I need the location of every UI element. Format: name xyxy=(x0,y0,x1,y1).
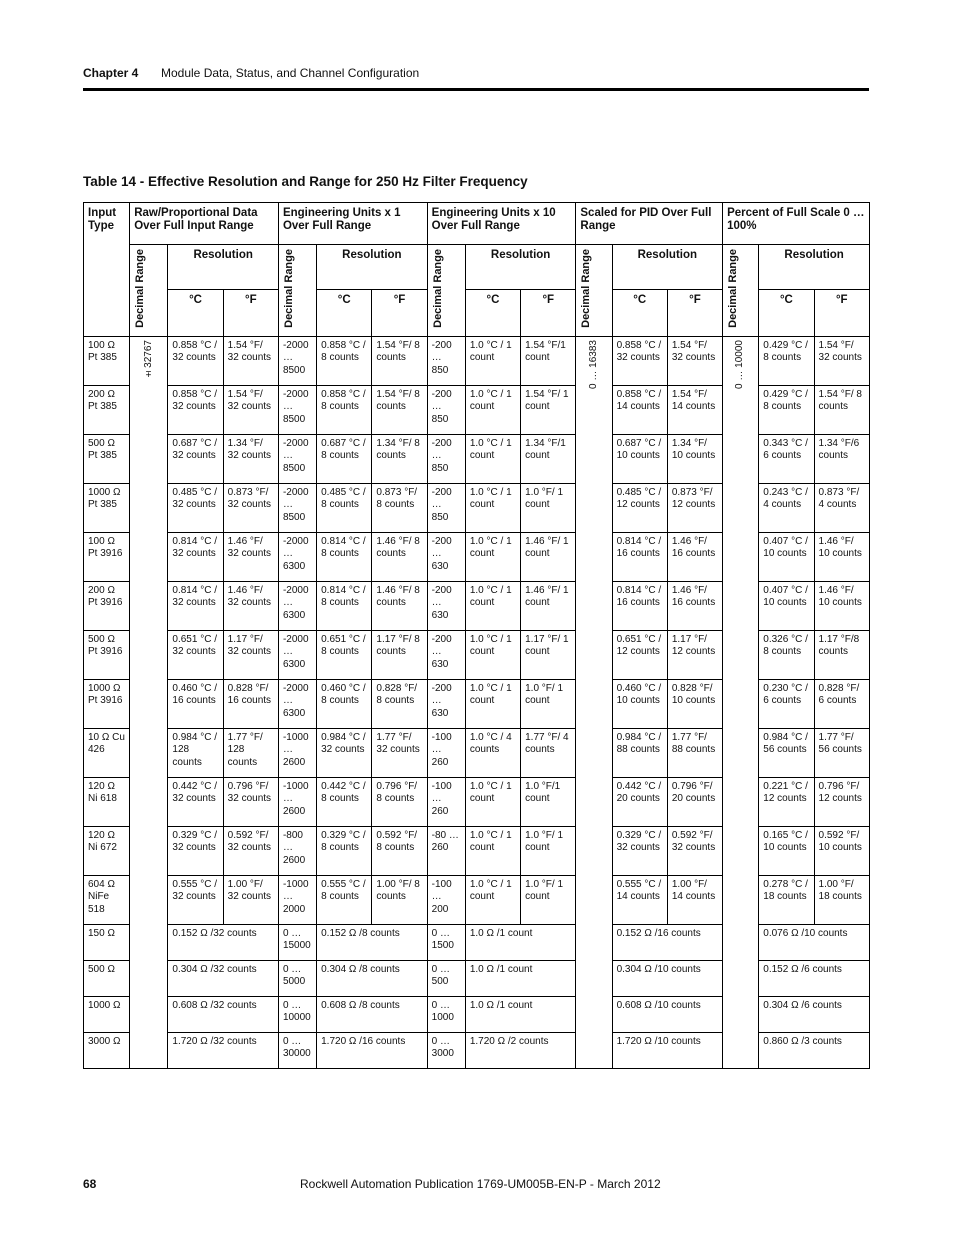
eng1-res-c: 0.555 °C / 8 counts xyxy=(317,875,372,924)
resolution-table xyxy=(83,202,870,1069)
eng1-res-f: 1.54 °F/ 8 counts xyxy=(372,385,427,434)
eng1-res: 0.608 Ω /8 counts xyxy=(317,996,428,1032)
eng1-res-c: 0.984 °C / 32 counts xyxy=(317,728,372,777)
pid-res-c: 0.858 °C / 32 counts xyxy=(612,336,667,385)
input-type-cell: 120 Ω Ni 672 xyxy=(84,826,130,875)
eng10-res-f: 1.54 °F/1 count xyxy=(521,336,576,385)
eng10-decimal-range: -100 … 260 xyxy=(427,777,465,826)
input-type-cell: 200 Ω Pt 385 xyxy=(84,385,130,434)
eng1-decimal-range: -2000 … 8500 xyxy=(278,385,316,434)
eng1-decimal-range: -1000 … 2000 xyxy=(278,875,316,924)
eng10-res-c: 1.0 °C / 1 count xyxy=(465,679,520,728)
eng10-decimal-range: 0 … 3000 xyxy=(427,1032,465,1068)
eng1-decimal-range: -2000 … 6300 xyxy=(278,630,316,679)
raw-decimal-range: ±32767 xyxy=(130,336,168,1068)
eng1-decimal-range: -800 … 2600 xyxy=(278,826,316,875)
raw-res-c: 0.687 °C / 32 counts xyxy=(168,434,223,483)
eng1-decimal-range: -2000 … 8500 xyxy=(278,483,316,532)
eng10-decimal-range: -80 … 260 xyxy=(427,826,465,875)
input-type-cell: 100 Ω Pt 3916 xyxy=(84,532,130,581)
header-pct: Percent of Full Scale 0 … 100% xyxy=(723,203,870,245)
input-type-cell: 120 Ω Ni 618 xyxy=(84,777,130,826)
pct-res-c: 0.429 °C / 8 counts xyxy=(759,385,814,434)
eng10-res-c: 1.0 °C / 1 count xyxy=(465,777,520,826)
eng1-decimal-range: -1000 … 2600 xyxy=(278,777,316,826)
header-deg-f: °F xyxy=(667,290,722,337)
header-deg-c: °C xyxy=(612,290,667,337)
pct-res: 0.076 Ω /10 counts xyxy=(759,924,870,960)
eng10-decimal-range: 0 … 1000 xyxy=(427,996,465,1032)
eng1-res-c: 0.442 °C / 8 counts xyxy=(317,777,372,826)
raw-res: 0.304 Ω /32 counts xyxy=(168,960,279,996)
header-pid: Scaled for PID Over Full Range xyxy=(576,203,723,245)
eng10-res-f: 1.0 °F/ 1 count xyxy=(521,483,576,532)
header-resolution: Resolution xyxy=(759,245,870,290)
header-deg-c: °C xyxy=(465,290,520,337)
eng10-decimal-range: -200 … 850 xyxy=(427,434,465,483)
eng10-res-f: 1.34 °F/1 count xyxy=(521,434,576,483)
pid-res: 0.608 Ω /10 counts xyxy=(612,996,723,1032)
eng10-decimal-range: -200 … 850 xyxy=(427,385,465,434)
pct-res-c: 0.278 °C / 18 counts xyxy=(759,875,814,924)
pid-res-c: 0.814 °C / 16 counts xyxy=(612,581,667,630)
eng10-res: 1.720 Ω /2 counts xyxy=(465,1032,576,1068)
eng1-decimal-range: -1000 … 2600 xyxy=(278,728,316,777)
raw-res-f: 1.34 °F/ 32 counts xyxy=(223,434,278,483)
eng1-res-c: 0.814 °C / 8 counts xyxy=(317,532,372,581)
header-eng10: Engineering Units x 10 Over Full Range xyxy=(427,203,576,245)
pid-res-c: 0.442 °C / 20 counts xyxy=(612,777,667,826)
eng10-decimal-range: -200 … 630 xyxy=(427,581,465,630)
raw-res-c: 0.651 °C / 32 counts xyxy=(168,630,223,679)
pid-res-c: 0.984 °C / 88 counts xyxy=(612,728,667,777)
header-decimal-range: Decimal Range xyxy=(278,245,316,337)
eng10-res-f: 1.54 °F/ 1 count xyxy=(521,385,576,434)
eng10-decimal-range: -200 … 630 xyxy=(427,679,465,728)
input-type-cell: 500 Ω Pt 3916 xyxy=(84,630,130,679)
raw-res: 0.608 Ω /32 counts xyxy=(168,996,279,1032)
pct-res-f: 1.46 °F/ 10 counts xyxy=(814,581,869,630)
eng10-res-c: 1.0 °C / 1 count xyxy=(465,434,520,483)
input-type-cell: 500 Ω xyxy=(84,960,130,996)
pct-res-f: 1.54 °F/ 8 counts xyxy=(814,385,869,434)
chapter-label: Chapter 4 xyxy=(83,66,139,80)
chapter-title: Module Data, Status, and Channel Configuration xyxy=(161,66,420,80)
input-type-cell: 500 Ω Pt 385 xyxy=(84,434,130,483)
eng10-res-f: 1.0 °F/ 1 count xyxy=(521,679,576,728)
input-type-cell: 1000 Ω Pt 385 xyxy=(84,483,130,532)
eng1-res-c: 0.814 °C / 8 counts xyxy=(317,581,372,630)
pid-res-f: 0.796 °F/ 20 counts xyxy=(667,777,722,826)
pid-res-f: 1.54 °F/ 14 counts xyxy=(667,385,722,434)
header-resolution: Resolution xyxy=(612,245,723,290)
header-decimal-range: Decimal Range xyxy=(576,245,612,337)
raw-res-c: 0.555 °C / 32 counts xyxy=(168,875,223,924)
eng10-res: 1.0 Ω /1 count xyxy=(465,996,576,1032)
eng10-res-f: 1.17 °F/ 1 count xyxy=(521,630,576,679)
header-eng1: Engineering Units x 1 Over Full Range xyxy=(278,203,427,245)
header-input-type: Input Type xyxy=(84,203,130,337)
eng10-decimal-range: 0 … 500 xyxy=(427,960,465,996)
pid-res-f: 1.46 °F/ 16 counts xyxy=(667,581,722,630)
pid-res-f: 0.592 °F/ 32 counts xyxy=(667,826,722,875)
pid-res-f: 1.34 °F/ 10 counts xyxy=(667,434,722,483)
page-number: 68 xyxy=(83,1177,97,1191)
eng1-res-c: 0.485 °C / 8 counts xyxy=(317,483,372,532)
pct-res-c: 0.230 °C / 6 counts xyxy=(759,679,814,728)
pid-res-c: 0.814 °C / 16 counts xyxy=(612,532,667,581)
pid-decimal-range: 0 … 16383 xyxy=(576,336,612,1068)
eng10-decimal-range: -200 … 850 xyxy=(427,483,465,532)
pct-res-c: 0.243 °C / 4 counts xyxy=(759,483,814,532)
pid-res-c: 0.858 °C / 14 counts xyxy=(612,385,667,434)
input-type-cell: 200 Ω Pt 3916 xyxy=(84,581,130,630)
eng10-decimal-range: -200 … 630 xyxy=(427,532,465,581)
eng10-res: 1.0 Ω /1 count xyxy=(465,960,576,996)
eng1-decimal-range: 0 … 5000 xyxy=(278,960,316,996)
header-decimal-range: Decimal Range xyxy=(427,245,465,337)
pid-res: 0.152 Ω /16 counts xyxy=(612,924,723,960)
raw-res-f: 0.828 °F/ 16 counts xyxy=(223,679,278,728)
header-deg-f: °F xyxy=(521,290,576,337)
eng1-res-f: 0.796 °F/ 8 counts xyxy=(372,777,427,826)
eng1-res-c: 0.329 °C / 8 counts xyxy=(317,826,372,875)
eng1-res-f: 0.592 °F/ 8 counts xyxy=(372,826,427,875)
eng1-res-f: 1.34 °F/ 8 counts xyxy=(372,434,427,483)
eng1-decimal-range: -2000 … 6300 xyxy=(278,581,316,630)
eng1-decimal-range: -2000 … 6300 xyxy=(278,532,316,581)
pid-res-f: 1.17 °F/ 12 counts xyxy=(667,630,722,679)
header-deg-c: °C xyxy=(317,290,372,337)
eng10-res-f: 1.46 °F/ 1 count xyxy=(521,581,576,630)
raw-res-f: 1.17 °F/ 32 counts xyxy=(223,630,278,679)
pct-res-f: 1.46 °F/ 10 counts xyxy=(814,532,869,581)
pid-res: 0.304 Ω /10 counts xyxy=(612,960,723,996)
eng1-res-c: 0.858 °C / 8 counts xyxy=(317,385,372,434)
raw-res-c: 0.460 °C / 16 counts xyxy=(168,679,223,728)
eng10-res-c: 1.0 °C / 1 count xyxy=(465,483,520,532)
pid-res-c: 0.329 °C / 32 counts xyxy=(612,826,667,875)
raw-res-f: 1.46 °F/ 32 counts xyxy=(223,581,278,630)
pct-res-f: 0.592 °F/ 10 counts xyxy=(814,826,869,875)
header-rule xyxy=(83,88,869,91)
header-raw: Raw/Proportional Data Over Full Input Range xyxy=(130,203,279,245)
eng1-res-c: 0.460 °C / 8 counts xyxy=(317,679,372,728)
header-deg-f: °F xyxy=(372,290,427,337)
pid-res-f: 0.873 °F/ 12 counts xyxy=(667,483,722,532)
header-deg-f: °F xyxy=(814,290,869,337)
eng1-res: 1.720 Ω /16 counts xyxy=(317,1032,428,1068)
pct-res-f: 0.873 °F/ 4 counts xyxy=(814,483,869,532)
eng1-res-f: 0.828 °F/ 8 counts xyxy=(372,679,427,728)
input-type-cell: 10 Ω Cu 426 xyxy=(84,728,130,777)
pct-res-c: 0.429 °C / 8 counts xyxy=(759,336,814,385)
raw-res-c: 0.814 °C / 32 counts xyxy=(168,581,223,630)
eng10-res-f: 1.0 °F/ 1 count xyxy=(521,875,576,924)
raw-res-c: 0.984 °C / 128 counts xyxy=(168,728,223,777)
pct-res-c: 0.221 °C / 12 counts xyxy=(759,777,814,826)
input-type-cell: 604 Ω NiFe 518 xyxy=(84,875,130,924)
header-deg-c: °C xyxy=(759,290,814,337)
pct-res-f: 1.00 °F/ 18 counts xyxy=(814,875,869,924)
eng1-res-f: 1.17 °F/ 8 counts xyxy=(372,630,427,679)
raw-res-f: 1.77 °F/ 128 counts xyxy=(223,728,278,777)
eng10-res-c: 1.0 °C / 1 count xyxy=(465,581,520,630)
raw-res-f: 0.873 °F/ 32 counts xyxy=(223,483,278,532)
eng10-decimal-range: -200 … 850 xyxy=(427,336,465,385)
header-decimal-range: Decimal Range xyxy=(723,245,759,337)
eng10-res-f: 1.0 °F/1 count xyxy=(521,777,576,826)
table-caption: Table 14 - Effective Resolution and Range for 250 Hz Filter Frequency xyxy=(83,174,528,189)
eng10-decimal-range: 0 … 1500 xyxy=(427,924,465,960)
pct-res-c: 0.326 °C / 8 counts xyxy=(759,630,814,679)
eng1-res-f: 1.46 °F/ 8 counts xyxy=(372,581,427,630)
eng10-res-f: 1.46 °F/ 1 count xyxy=(521,532,576,581)
eng10-res-c: 1.0 °C / 1 count xyxy=(465,336,520,385)
eng10-res-f: 1.0 °F/ 1 count xyxy=(521,826,576,875)
pct-res: 0.152 Ω /6 counts xyxy=(759,960,870,996)
pct-res-f: 0.828 °F/ 6 counts xyxy=(814,679,869,728)
table-body xyxy=(84,336,870,1068)
raw-res-f: 1.54 °F/ 32 counts xyxy=(223,336,278,385)
raw-res-f: 0.592 °F/ 32 counts xyxy=(223,826,278,875)
raw-res-c: 0.814 °C / 32 counts xyxy=(168,532,223,581)
pct-res-c: 0.984 °C / 56 counts xyxy=(759,728,814,777)
eng1-res-c: 0.858 °C / 8 counts xyxy=(317,336,372,385)
eng10-res-f: 1.77 °F/ 4 counts xyxy=(521,728,576,777)
table-row xyxy=(84,336,870,385)
header-resolution: Resolution xyxy=(168,245,279,290)
eng1-decimal-range: 0 … 10000 xyxy=(278,996,316,1032)
pct-res: 0.860 Ω /3 counts xyxy=(759,1032,870,1068)
eng10-res-c: 1.0 °C / 1 count xyxy=(465,630,520,679)
pid-res: 1.720 Ω /10 counts xyxy=(612,1032,723,1068)
eng10-res-c: 1.0 °C / 1 count xyxy=(465,875,520,924)
pid-res-f: 1.46 °F/ 16 counts xyxy=(667,532,722,581)
input-type-cell: 1000 Ω xyxy=(84,996,130,1032)
eng10-decimal-range: -100 … 200 xyxy=(427,875,465,924)
pct-res-c: 0.343 °C / 6 counts xyxy=(759,434,814,483)
eng1-decimal-range: 0 … 30000 xyxy=(278,1032,316,1068)
eng1-res-f: 1.46 °F/ 8 counts xyxy=(372,532,427,581)
eng1-decimal-range: -2000 … 8500 xyxy=(278,434,316,483)
raw-res-c: 0.858 °C / 32 counts xyxy=(168,385,223,434)
pct-decimal-range: 0 … 10000 xyxy=(723,336,759,1068)
input-type-cell: 1000 Ω Pt 3916 xyxy=(84,679,130,728)
raw-res-c: 0.329 °C / 32 counts xyxy=(168,826,223,875)
pct-res-c: 0.407 °C / 10 counts xyxy=(759,532,814,581)
header-resolution: Resolution xyxy=(465,245,576,290)
pid-res-f: 1.54 °F/ 32 counts xyxy=(667,336,722,385)
eng1-res-f: 1.00 °F/ 8 counts xyxy=(372,875,427,924)
pct-res: 0.304 Ω /6 counts xyxy=(759,996,870,1032)
eng10-res-c: 1.0 °C / 1 count xyxy=(465,532,520,581)
eng10-res-c: 1.0 °C / 1 count xyxy=(465,385,520,434)
pid-res-c: 0.460 °C / 10 counts xyxy=(612,679,667,728)
pid-res-f: 1.00 °F/ 14 counts xyxy=(667,875,722,924)
pct-res-c: 0.407 °C / 10 counts xyxy=(759,581,814,630)
pid-res-f: 0.828 °F/ 10 counts xyxy=(667,679,722,728)
eng1-res-f: 1.54 °F/ 8 counts xyxy=(372,336,427,385)
input-type-cell: 150 Ω xyxy=(84,924,130,960)
eng10-decimal-range: -200 … 630 xyxy=(427,630,465,679)
eng1-res-f: 1.77 °F/ 32 counts xyxy=(372,728,427,777)
eng10-res-c: 1.0 °C / 4 counts xyxy=(465,728,520,777)
pid-res-f: 1.77 °F/ 88 counts xyxy=(667,728,722,777)
pct-res-f: 1.54 °F/ 32 counts xyxy=(814,336,869,385)
pid-res-c: 0.485 °C / 12 counts xyxy=(612,483,667,532)
pid-res-c: 0.687 °C / 10 counts xyxy=(612,434,667,483)
raw-res-c: 0.858 °C / 32 counts xyxy=(168,336,223,385)
pct-res-f: 0.796 °F/ 12 counts xyxy=(814,777,869,826)
raw-res-f: 1.46 °F/ 32 counts xyxy=(223,532,278,581)
raw-res-f: 1.54 °F/ 32 counts xyxy=(223,385,278,434)
pct-res-c: 0.165 °C / 10 counts xyxy=(759,826,814,875)
eng10-res: 1.0 Ω /1 count xyxy=(465,924,576,960)
input-type-cell: 100 Ω Pt 385 xyxy=(84,336,130,385)
raw-res-f: 1.00 °F/ 32 counts xyxy=(223,875,278,924)
eng1-res-c: 0.651 °C / 8 counts xyxy=(317,630,372,679)
eng1-res-c: 0.687 °C / 8 counts xyxy=(317,434,372,483)
pid-res-c: 0.555 °C / 14 counts xyxy=(612,875,667,924)
eng1-res-f: 0.873 °F/ 8 counts xyxy=(372,483,427,532)
header-deg-f: °F xyxy=(223,290,278,337)
header-decimal-range: Decimal Range xyxy=(130,245,168,337)
publication-info: Rockwell Automation Publication 1769-UM005B-EN-P - March 2012 xyxy=(300,1177,661,1191)
raw-res: 0.152 Ω /32 counts xyxy=(168,924,279,960)
raw-res-c: 0.442 °C / 32 counts xyxy=(168,777,223,826)
eng1-decimal-range: 0 … 15000 xyxy=(278,924,316,960)
raw-res-f: 0.796 °F/ 32 counts xyxy=(223,777,278,826)
pct-res-f: 1.17 °F/8 counts xyxy=(814,630,869,679)
pid-res-c: 0.651 °C / 12 counts xyxy=(612,630,667,679)
eng1-res: 0.152 Ω /8 counts xyxy=(317,924,428,960)
eng1-decimal-range: -2000 … 6300 xyxy=(278,679,316,728)
pct-res-f: 1.77 °F/ 56 counts xyxy=(814,728,869,777)
eng1-decimal-range: -2000 … 8500 xyxy=(278,336,316,385)
input-type-cell: 3000 Ω xyxy=(84,1032,130,1068)
pct-res-f: 1.34 °F/6 counts xyxy=(814,434,869,483)
header-resolution: Resolution xyxy=(317,245,428,290)
eng1-res: 0.304 Ω /8 counts xyxy=(317,960,428,996)
raw-res-c: 0.485 °C / 32 counts xyxy=(168,483,223,532)
eng10-decimal-range: -100 … 260 xyxy=(427,728,465,777)
header-deg-c: °C xyxy=(168,290,223,337)
raw-res: 1.720 Ω /32 counts xyxy=(168,1032,279,1068)
eng10-res-c: 1.0 °C / 1 count xyxy=(465,826,520,875)
